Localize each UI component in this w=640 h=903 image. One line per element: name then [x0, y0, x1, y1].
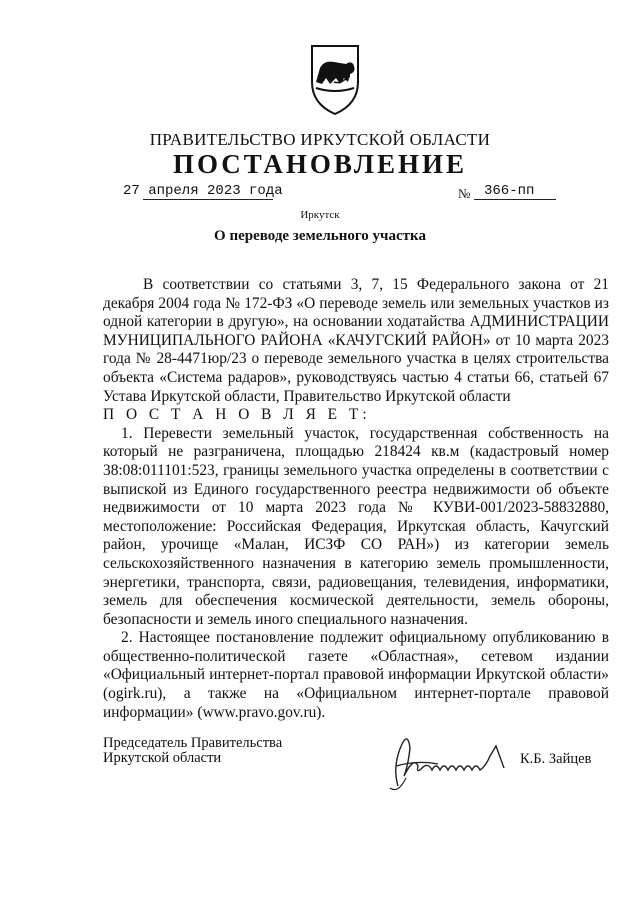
document-body	[103, 276, 609, 722]
item-1-paragraph: 1. Перевести земельный участок, государственная собственность на который не разграничена, площадью 218424 кв.м (кадастровый номер 38:08:011101:523, границы земельного участка определены в соответствии с выпиской из Единого государственного реестра недвижимости об объекте недвижимости от 10 марта 2023 года № КУВИ-001/2023-58832880, местоположение: Российская Федерация, Иркутская область, Качугский район, урочище «Малан, ИСЗФ СО РАН») из категории земель сельскохозяйственного назначения в категорию земель промышленности, энергетики, транспорта, связи, радиовещания, телевидения, информатики, земель для обеспечения космической деятельности, земель обороны, безопасности и земель иного специального назначения.	[103, 424, 609, 628]
position-line-2: Иркутской области	[103, 750, 222, 766]
position-line-1: Председатель Правительства	[103, 735, 283, 751]
resolves-heading: П О С Т А Н О В Л Я Е Т:	[103, 406, 371, 424]
signatory-name: К.Б. Зайцев	[520, 751, 592, 767]
city: Иркутск	[300, 209, 340, 221]
handwritten-signature	[378, 726, 528, 796]
item-2-paragraph: 2. Настоящее постановление подлежит официальному опубликованию в общественно-политической газете «Областная», сетевом издании «Официальный интернет-портал правовой информации Иркутской области» (ogirk.ru), а также на «Официальном интернет-портале правовой информации» (www.pravo.gov.ru).	[103, 629, 609, 721]
coat-of-arms-icon	[300, 38, 370, 118]
number-sign: №	[458, 186, 471, 201]
document-type: ПОСТАНОВЛЕНИЕ	[172, 149, 468, 179]
date-underline	[143, 199, 273, 200]
signatory-position	[103, 736, 282, 766]
government-name: ПРАВИТЕЛЬСТВО ИРКУТСКОЙ ОБЛАСТИ	[149, 130, 491, 149]
document-title: О переводе земельного участка	[214, 228, 426, 244]
number-underline	[474, 199, 556, 200]
preamble-paragraph: В соответствии со статьями 3, 7, 15 Федерального закона от 21 декабря 2004 года № 172-ФЗ «О переводе земель или земельных участков из одной категории в другую», на основании ходатайства АДМИНИСТРАЦИИ МУНИЦИПАЛЬНОГО РАЙОНА «КАЧУГСКИЙ РАЙОН» от 10 марта 2023 года № 28-4471юр/23 о переводе земельного участка в целях строительства объекта «Система радаров», руководствуясь частью 4 статьи 66, статьей 67 Устава Иркутской области, Правительство Иркутской области	[103, 276, 609, 405]
document-date: 27 апреля 2023 года	[123, 183, 283, 199]
document-number: 366-пп	[484, 183, 535, 199]
